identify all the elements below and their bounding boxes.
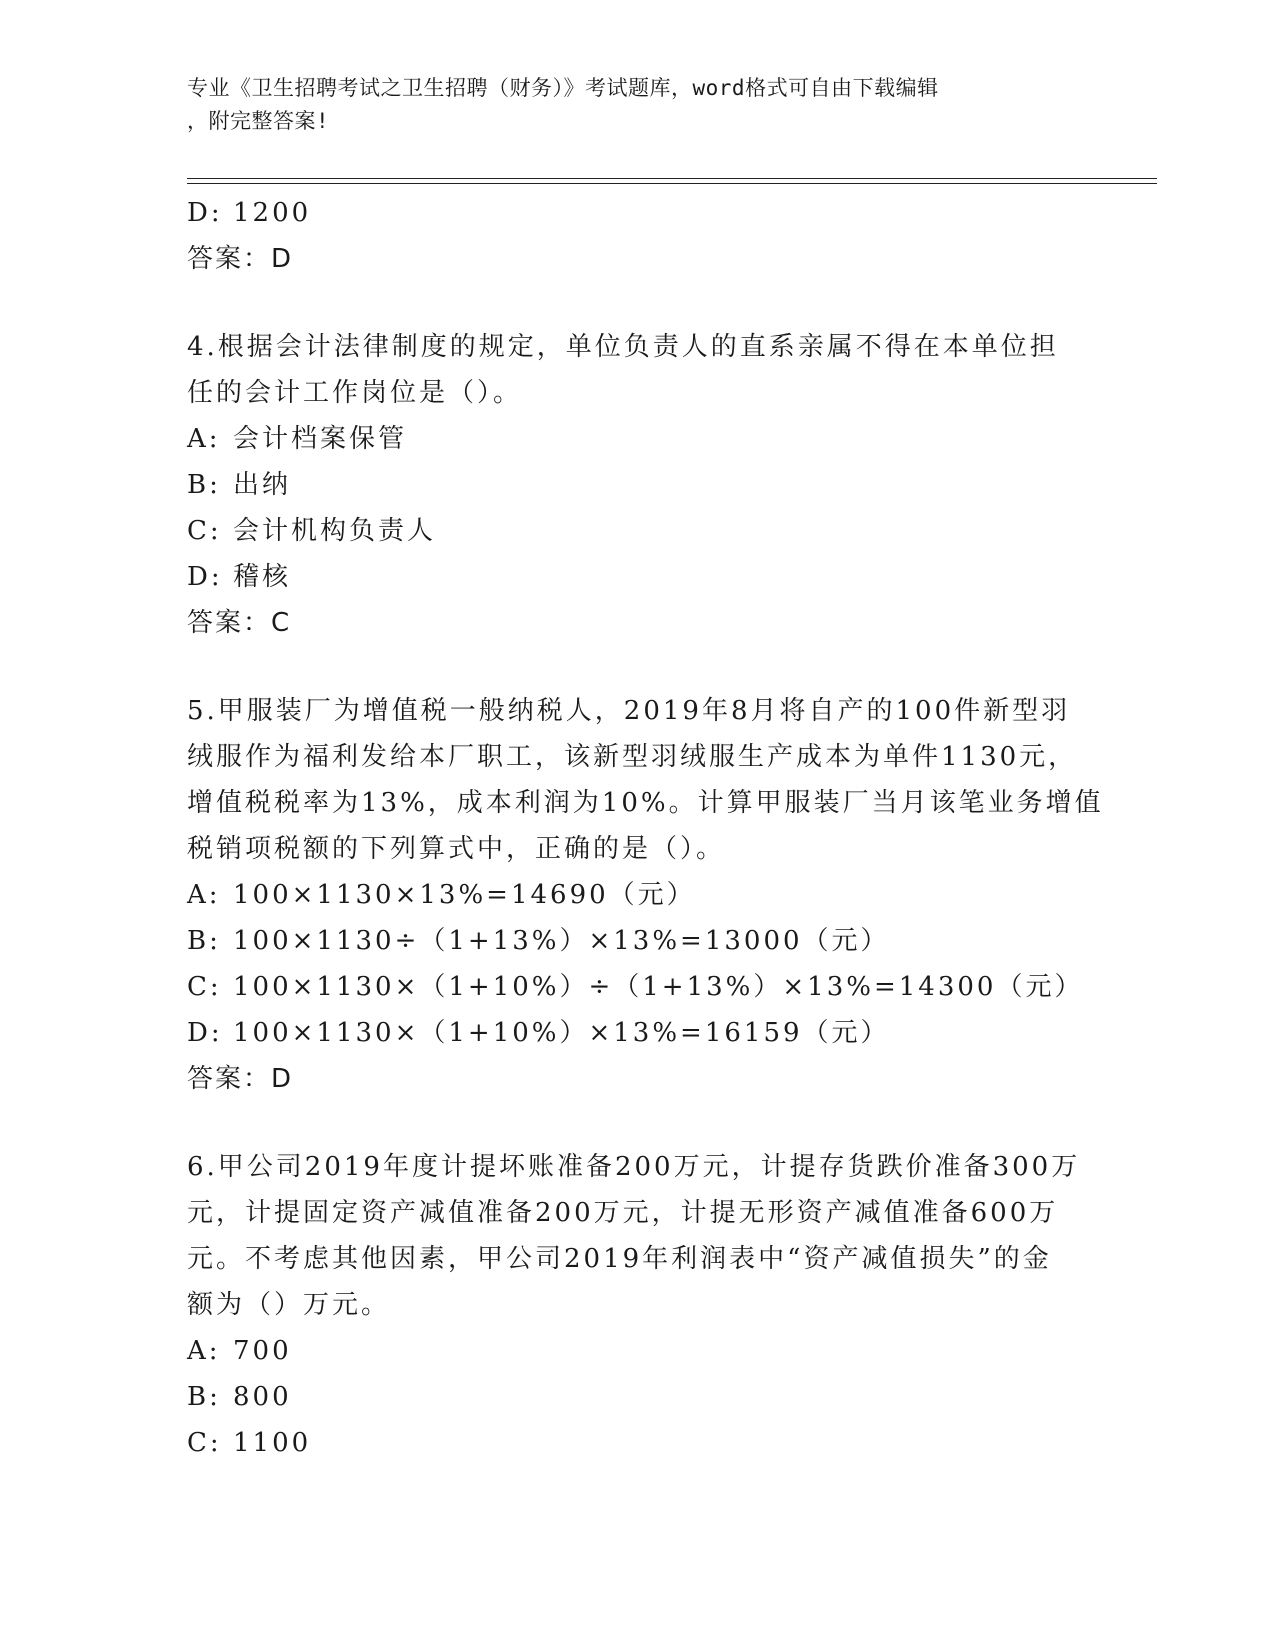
question-6 (187, 1144, 1087, 1466)
question-3-tail (187, 190, 1087, 282)
question-text-line: 任的会计工作岗位是（）。 (187, 378, 523, 408)
option-text: 出纳 (233, 470, 292, 500)
question-text-line: 增值税税率为13%，成本利润为10%。计算甲服装厂当月该笔业务增值 (187, 788, 1104, 818)
question-text-line: 6.甲公司2019年度计提坏账准备200万元，计提存货跌价准备300万 (187, 1152, 1081, 1182)
option-c (187, 1420, 1087, 1466)
option-a (187, 872, 1087, 918)
option-a (187, 416, 1087, 462)
header-divider-top (187, 178, 1157, 179)
option-text: 会计机构负责人 (233, 516, 437, 546)
option-text: 会计档案保管 (233, 424, 408, 454)
option-text: 700 (233, 1336, 292, 1366)
answer: 答案：C (187, 608, 292, 638)
option-c (187, 508, 1087, 554)
option-text: 100×1130×（1+10%）×13%=16159（元） (233, 1018, 890, 1048)
question-text-line: 税销项税额的下列算式中，正确的是（）。 (187, 834, 726, 864)
option-key: D: (187, 198, 223, 228)
answer: 答案：D (187, 1064, 294, 1094)
option-key: B: (187, 926, 221, 956)
option-text: 稽核 (233, 562, 292, 592)
option-b (187, 462, 1087, 508)
option-b (187, 1374, 1087, 1420)
option-d (187, 1010, 1087, 1056)
document-header (187, 72, 1067, 138)
option-key: B: (187, 470, 221, 500)
question-5 (187, 688, 1104, 1102)
header-line-1: 专业《卫生招聘考试之卫生招聘（财务）》考试题库，word格式可自由下载编辑 (187, 76, 939, 100)
question-content (187, 190, 1104, 1466)
option-text: 100×1130×（1+10%）÷（1+13%）×13%=14300（元） (233, 972, 1084, 1002)
option-d (187, 190, 1087, 236)
header-divider-bottom (187, 183, 1157, 184)
option-key: B: (187, 1382, 221, 1412)
option-key: C: (187, 516, 222, 546)
option-text: 1200 (233, 198, 312, 228)
option-text: 100×1130×13%=14690（元） (233, 880, 696, 910)
option-text: 100×1130÷（1+13%）×13%=13000（元） (233, 926, 890, 956)
option-key: D: (187, 562, 223, 592)
question-text-line: 4.根据会计法律制度的规定，单位负责人的直系亲属不得在本单位担 (187, 332, 1059, 362)
question-text-line: 元，计提固定资产减值准备200万元，计提无形资产减值准备600万 (187, 1198, 1059, 1228)
option-key: C: (187, 1428, 222, 1458)
option-c (187, 964, 1087, 1010)
spacer (187, 282, 1087, 324)
question-4 (187, 324, 1087, 646)
question-text-line: 5.甲服装厂为增值税一般纳税人，2019年8月将自产的100件新型羽 (187, 696, 1071, 726)
option-key: D: (187, 1018, 223, 1048)
option-b (187, 918, 1087, 964)
option-key: A: (187, 880, 221, 910)
option-key: A: (187, 1336, 221, 1366)
option-d (187, 554, 1087, 600)
header-line-2: ，附完整答案! (187, 109, 330, 133)
option-key: A: (187, 424, 221, 454)
question-text-line: 元。不考虑其他因素，甲公司2019年利润表中“资产减值损失”的金 (187, 1244, 1052, 1274)
option-text: 1100 (233, 1428, 312, 1458)
option-a (187, 1328, 1087, 1374)
question-text-line: 额为（）万元。 (187, 1290, 391, 1320)
spacer (187, 646, 1087, 688)
spacer (187, 1102, 1087, 1144)
option-text: 800 (233, 1382, 292, 1412)
option-key: C: (187, 972, 222, 1002)
answer: 答案：D (187, 244, 294, 274)
question-text-line: 绒服作为福利发给本厂职工，该新型羽绒服生产成本为单件1130元， (187, 742, 1078, 772)
